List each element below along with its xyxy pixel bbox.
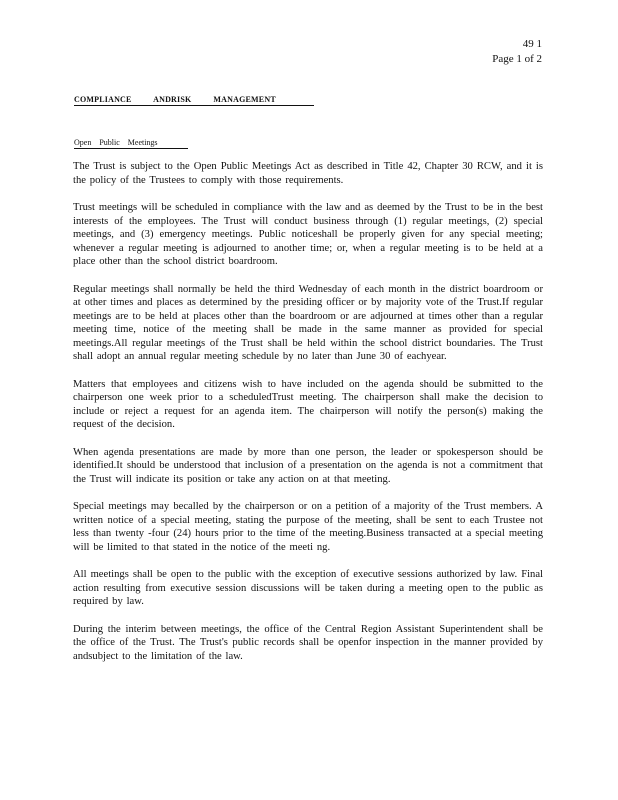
paragraph-agenda-presentations: When agenda presentations are made by more than one person, the leader or spokesperson should be identified.It should be understood that inclusion of a presentation on the agenda is not a commitment that the Trust will indicate its position or take any action on at that meeting. (73, 446, 543, 485)
page-number: 49 1 (522, 38, 542, 50)
paragraph-open-meetings: All meetings shall be open to the public with the exception of executive sessions authorized by law. Final action resulting from executive session discussions will be taken during a meeting open to the public as required by law. (73, 569, 543, 607)
paragraph-act-compliance: The Trust is subject to the Open Public Meetings Act as described in Title 42, Chapter 30 RCW, and it is the policy of the Trustees to comply with those requirements. (73, 161, 543, 186)
paragraph-agenda-matters: Matters that employees and citizens wish to have included on the agenda should be submitted to the chairperson one week prior to a scheduledTrust meeting. The chairperson shall make the decision to include or reject a request for an agenda item. The chairperson will notify the person(s) making the request of the decision. (73, 378, 543, 430)
section-heading: COMPLIANCE ANDRISK MANAGEMENT (74, 95, 276, 104)
paragraph-special-meetings: Special meetings may becalled by the chairperson or on a petition of a majority of the Trust members. A written notice of a special meeting, stating the purpose of the meeting, shall be sent to each Trustee not less than twenty -four (24) hours prior to the time of the meeting.Business transacted at a special meeting will be limited to that stated in the notice of the meeti ng. (73, 501, 543, 553)
paragraph-regular-meetings: Regular meetings shall normally be held the third Wednesday of each month in the district boardroom or at other times and places as determined by the presiding officer or by majority vote of the Trust.If regular meetings are to be held at places other than the boardroom or are adjourned at times other than a regular meeting time, notice of the meeting shall be made in the same manner as provided for special meetings.All regular meetings of the Trust shall be held within the school district boundaries. The Trust shall adopt an annual regular meeting schedule by no later than June 30 of eachyear. (73, 283, 543, 362)
heading-underline (74, 105, 314, 106)
subsection-heading: Open Public Meetings (74, 138, 158, 147)
paragraph-interim-office: During the interim between meetings, the office of the Central Region Assistant Superintendent shall be the office of the Trust. The Trust's public records shall be openfor inspection in the manner provided by andsubject to the limitation of the law. (73, 623, 543, 662)
document-body (73, 160, 543, 677)
subheading-underline (74, 148, 188, 149)
paragraph-meeting-types: Trust meetings will be scheduled in compliance with the law and as deemed by the Trust to be in the best interests of the employees. The Trust will conduct business through (1) regular meetings, (2) special meetings, and (3) emergency meetings. Public noticeshall be properly given for any special meeting; whenever a regular meeting is adjourned to another time; or, when a regular meeting is to be held at a place other than the school district boardroom. (73, 202, 543, 267)
page-count: Page 1 of 2 (492, 53, 542, 65)
